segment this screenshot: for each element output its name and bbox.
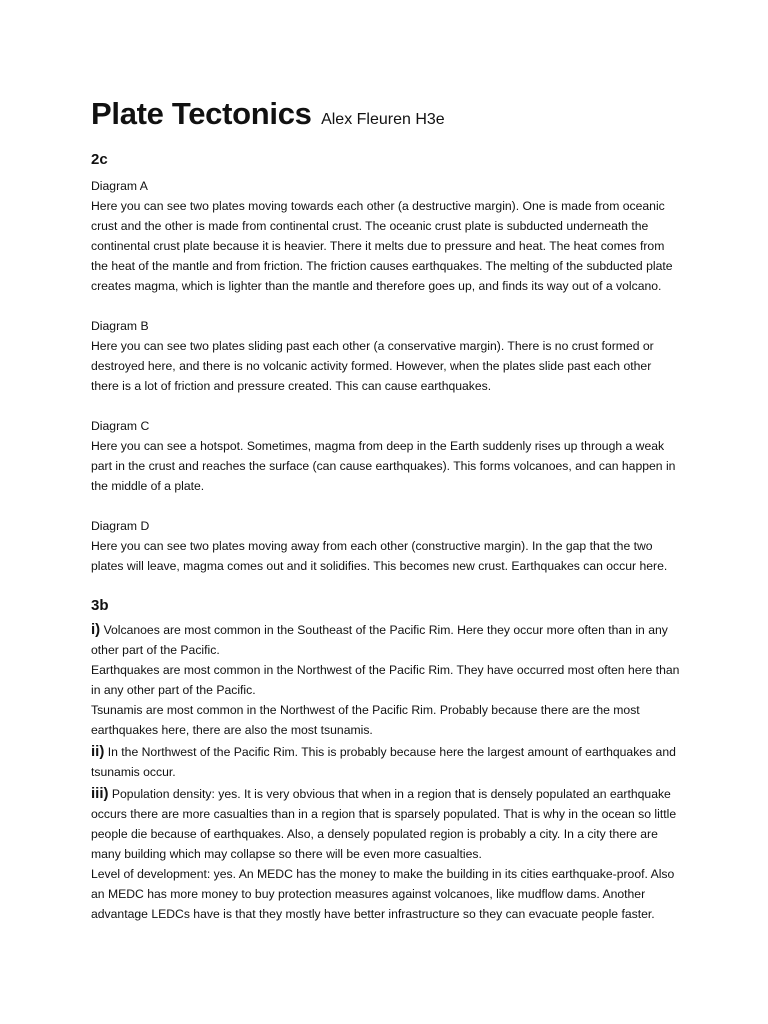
diagram-a-label: Diagram A: [91, 179, 148, 193]
document-title: Plate Tectonics: [91, 96, 312, 131]
answer-i-volcanoes-text: Volcanoes are most common in the Southeast of the Pacific Rim. Here they occur more often than in any other part of the Pacific.: [91, 623, 668, 657]
diagram-a-block: [91, 176, 681, 296]
answer-i-earthquakes: Earthquakes are most common in the Northwest of the Pacific Rim. They have occurred most often here than in any other part of the Pacific.: [91, 663, 680, 697]
answer-iii-population-text: Population density: yes. It is very obvious that when in a region that is densely populated an earthquake occurs there are more casualties than in a region that is sparsely populated. That is why in the ocean so little people die because of earthquakes. Also, a densely populated region is probably a city. In a city there are many building which may collapse so there will be even more casualties.: [91, 787, 677, 861]
diagram-a-text: Here you can see two plates moving towards each other (a destructive margin). One is made from oceanic crust and the other is made from continental crust. The oceanic crust plate is subducted underneath the continental crust plate because it is heavier. There it melts due to pressure and heat. The heat comes from the heat of the mantle and from friction. The friction causes earthquakes. The melting of the subducted plate creates magma, which is lighter than the mantle and therefore goes up, and finds its way out of a volcano.: [91, 199, 673, 293]
diagram-b-text: Here you can see two plates sliding past each other (a conservative margin). There is no crust formed or destroyed here, and there is no volcanic activity formed. However, when the plates slide past each other there is a lot of friction and pressure created. This can cause earthquakes.: [91, 339, 654, 393]
diagram-b-block: [91, 316, 681, 396]
section-heading-3b: 3b: [91, 597, 109, 614]
answer-ii-text: In the Northwest of the Pacific Rim. This is probably because here the largest amount of earthquakes and tsunamis occur.: [91, 745, 676, 779]
diagram-b-label: Diagram B: [91, 319, 149, 333]
diagram-d-label: Diagram D: [91, 519, 150, 533]
answer-i-volcanoes: [91, 620, 681, 660]
answer-iii-development: Level of development: yes. An MEDC has the money to make the building in its cities earthquake-proof. Also an MEDC has more money to buy protection measures against volcanoes, like mudflow dams. Another advantage LEDCs have is that they mostly have better infrastructure so they can evacuate people faster.: [91, 867, 675, 921]
document-page: [91, 92, 681, 924]
diagram-c-label: Diagram C: [91, 419, 150, 433]
title-line: [91, 92, 681, 142]
answer-i-tsunamis: Tsunamis are most common in the Northwest of the Pacific Rim. Probably because there are the most earthquakes here, there are also the most tsunamis.: [91, 703, 640, 737]
numeral-ii: ii): [91, 743, 105, 760]
numeral-i: i): [91, 621, 101, 638]
section-heading-2c: 2c: [91, 151, 108, 168]
numeral-iii: iii): [91, 785, 109, 802]
answer-iii-population: [91, 784, 681, 864]
diagram-d-block: [91, 516, 681, 576]
diagram-d-text: Here you can see two plates moving away from each other (constructive margin). In the gap that the two plates will leave, magma comes out and it solidifies. This becomes new crust. Earthquakes can occur here.: [91, 539, 668, 573]
author-name: Alex Fleuren H3e: [321, 111, 445, 128]
answer-ii: [91, 742, 681, 782]
diagram-c-block: [91, 416, 681, 496]
diagram-c-text: Here you can see a hotspot. Sometimes, magma from deep in the Earth suddenly rises up through a weak part in the crust and reaches the surface (can cause earthquakes). This forms volcanoes, and can happen in the middle of a plate.: [91, 439, 676, 493]
